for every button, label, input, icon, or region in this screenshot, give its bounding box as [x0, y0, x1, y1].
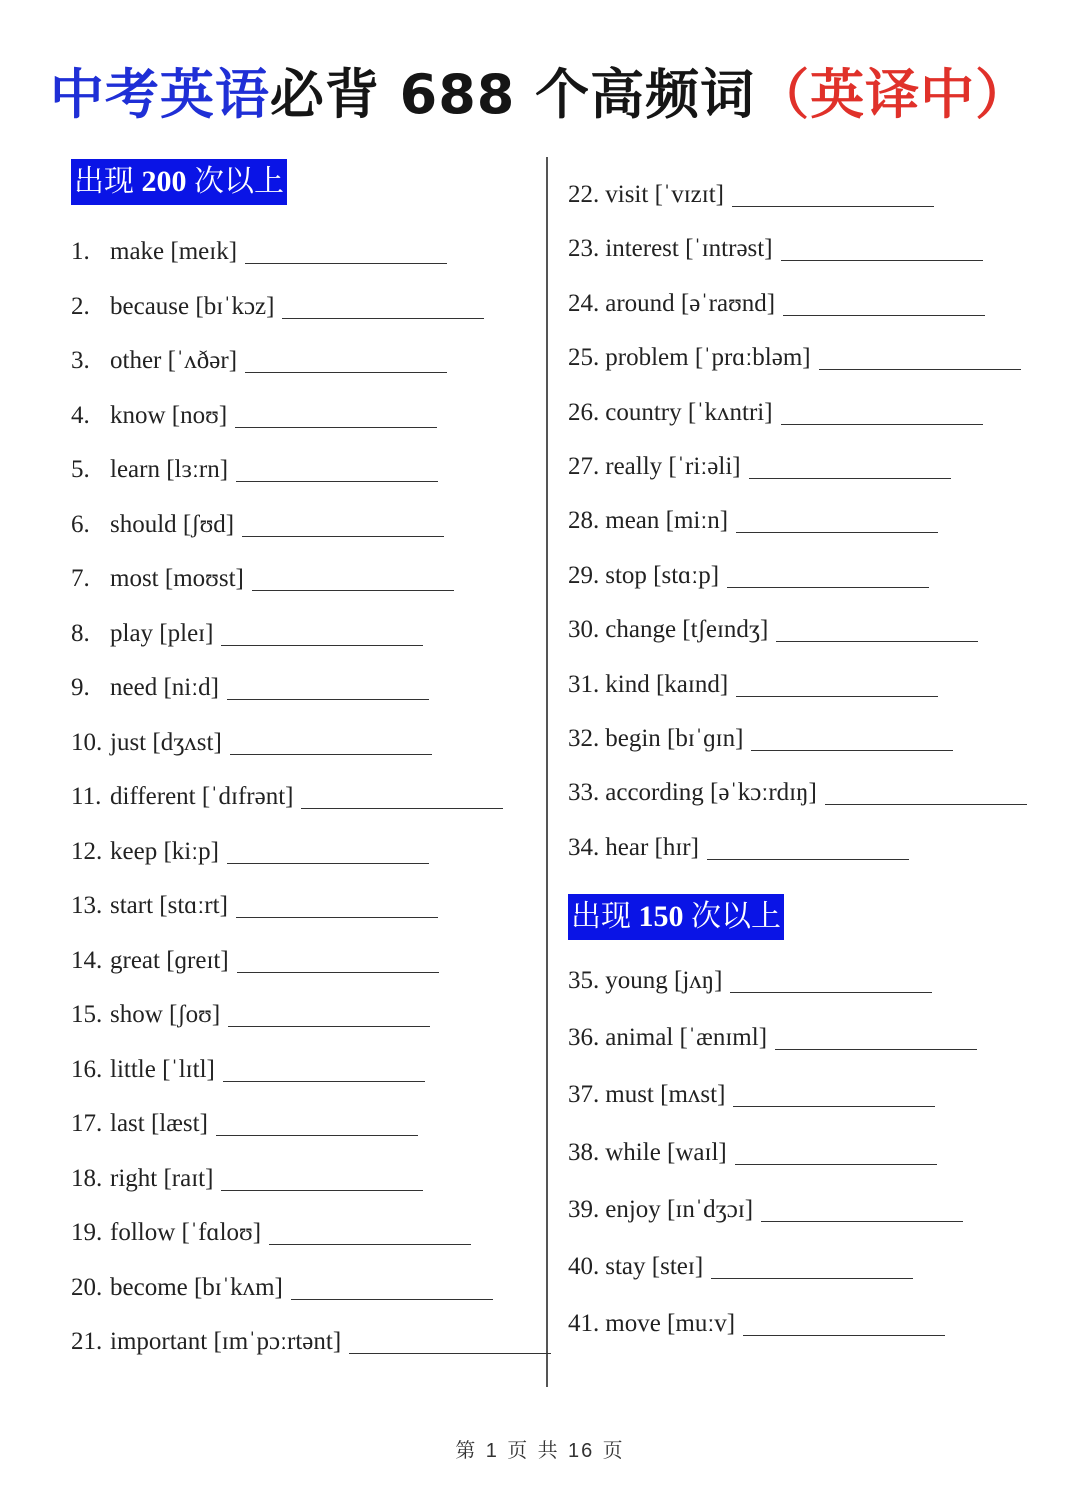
answer-blank-line[interactable]: [235, 426, 437, 428]
list-item: [568, 506, 938, 536]
item-number: 5.: [71, 456, 90, 483]
list-item: [568, 833, 909, 863]
list-item: [71, 946, 439, 976]
word-with-phonetic: animal [ˈænɪml]: [605, 1024, 768, 1052]
answer-blank-line[interactable]: [245, 371, 447, 373]
item-number: 37.: [568, 1081, 600, 1109]
word-with-phonetic: should [ʃʊd]: [110, 510, 235, 538]
answer-blank-line[interactable]: [733, 1105, 935, 1107]
word-with-phonetic: mean [miːn]: [605, 507, 729, 535]
answer-blank-line[interactable]: [216, 1134, 418, 1136]
answer-blank-line[interactable]: [291, 1298, 493, 1300]
list-item: [568, 670, 938, 700]
answer-blank-line[interactable]: [743, 1334, 945, 1336]
word-with-phonetic: become [bɪˈkʌm]: [110, 1273, 283, 1301]
page-footer: 第 1 页 共 16 页: [455, 1438, 625, 1462]
word-with-phonetic: most [moʊst]: [110, 565, 244, 592]
word-with-phonetic: must [mʌst]: [605, 1081, 726, 1109]
word-with-phonetic: great [ɡreɪt]: [110, 946, 229, 974]
word-with-phonetic: country [ˈkʌntri]: [605, 398, 773, 426]
answer-blank-line[interactable]: [349, 1352, 551, 1354]
current-page-number: 1: [485, 1440, 499, 1462]
list-item: [568, 778, 1027, 808]
item-number: 7.: [71, 565, 90, 592]
word-with-phonetic: play [pleɪ]: [110, 619, 214, 647]
answer-blank-line[interactable]: [228, 1025, 430, 1027]
word-with-phonetic: need [niːd]: [110, 674, 219, 701]
list-item: [71, 401, 437, 431]
answer-blank-line[interactable]: [749, 477, 951, 479]
item-number: 3.: [71, 347, 90, 374]
answer-blank-line[interactable]: [245, 262, 447, 264]
word-with-phonetic: other [ˈʌðər]: [110, 347, 238, 374]
word-with-phonetic: just [dʒʌst]: [110, 728, 222, 756]
answer-blank-line[interactable]: [761, 1220, 963, 1222]
item-number: 10.: [71, 728, 103, 756]
word-with-phonetic: important [ɪmˈpɔːrtənt]: [110, 1328, 342, 1355]
word-with-phonetic: stop [stɑːp]: [605, 561, 720, 589]
item-number: 39.: [568, 1195, 600, 1223]
list-item: [568, 180, 934, 210]
word-with-phonetic: hear [hɪr]: [605, 833, 699, 861]
answer-blank-line[interactable]: [707, 858, 909, 860]
word-with-phonetic: move [muːv]: [605, 1310, 736, 1338]
list-item: [71, 564, 454, 594]
answer-blank-line[interactable]: [227, 862, 429, 864]
answer-blank-line[interactable]: [237, 971, 439, 973]
answer-blank-line[interactable]: [269, 1243, 471, 1245]
item-number: 38.: [568, 1138, 600, 1166]
answer-blank-line[interactable]: [711, 1277, 913, 1279]
answer-blank-line[interactable]: [301, 807, 503, 809]
list-item: [71, 455, 438, 485]
word-with-phonetic: while [waɪl]: [605, 1138, 727, 1166]
item-number: 2.: [71, 292, 90, 320]
list-item: [71, 1273, 493, 1303]
list-item: [568, 615, 978, 645]
answer-blank-line[interactable]: [242, 535, 444, 537]
list-item: [568, 724, 953, 754]
answer-blank-line[interactable]: [825, 803, 1027, 805]
list-item: [71, 619, 423, 649]
title-part-main: 必背 688 个高频词: [269, 63, 756, 126]
word-with-phonetic: enjoy [ɪnˈdʒɔɪ]: [605, 1195, 754, 1223]
item-number: 16.: [71, 1055, 103, 1083]
list-item: [71, 346, 447, 376]
answer-blank-line[interactable]: [735, 1163, 937, 1165]
item-number: 29.: [568, 561, 600, 589]
list-item: [568, 234, 983, 264]
list-item: [71, 891, 438, 921]
answer-blank-line[interactable]: [727, 586, 929, 588]
item-number: 28.: [568, 507, 600, 535]
list-item: [568, 1309, 945, 1339]
answer-blank-line[interactable]: [730, 991, 932, 993]
answer-blank-line[interactable]: [230, 753, 432, 755]
word-with-phonetic: around [əˈraʊnd]: [605, 289, 776, 317]
word-with-phonetic: little [ˈlɪtl]: [110, 1055, 215, 1083]
answer-blank-line[interactable]: [221, 1189, 423, 1191]
list-item: [568, 561, 929, 591]
item-number: 31.: [568, 670, 600, 698]
title-part-mode: （英译中）: [755, 63, 1031, 126]
answer-blank-line[interactable]: [252, 589, 454, 591]
word-with-phonetic: start [stɑːrt]: [110, 892, 228, 919]
list-item: [71, 1218, 471, 1248]
item-number: 41.: [568, 1310, 600, 1338]
answer-blank-line[interactable]: [236, 916, 438, 918]
list-item: [568, 343, 1021, 373]
item-number: 13.: [71, 892, 103, 919]
item-number: 18.: [71, 1164, 103, 1192]
word-with-phonetic: because [bɪˈkɔz]: [110, 292, 275, 320]
item-number: 25.: [568, 344, 600, 372]
word-with-phonetic: according [əˈkɔːrdɪŋ]: [605, 779, 817, 807]
item-number: 15.: [71, 1001, 103, 1028]
word-with-phonetic: follow [ˈfɑloʊ]: [110, 1219, 262, 1246]
list-item: [71, 673, 429, 703]
item-number: 8.: [71, 619, 90, 647]
item-number: 26.: [568, 398, 600, 426]
list-item: [71, 782, 503, 812]
word-with-phonetic: begin [bɪˈɡɪn]: [605, 725, 744, 752]
item-number: 23.: [568, 235, 600, 263]
list-item: [71, 292, 484, 322]
word-with-phonetic: last [læst]: [110, 1110, 208, 1137]
answer-blank-line[interactable]: [282, 317, 484, 319]
list-item: [71, 1055, 425, 1085]
list-item: [568, 289, 985, 319]
word-with-phonetic: keep [kiːp]: [110, 837, 219, 865]
item-number: 40.: [568, 1253, 600, 1280]
list-item: [568, 1080, 935, 1110]
list-item: [71, 237, 447, 267]
answer-blank-line[interactable]: [223, 1080, 425, 1082]
word-with-phonetic: interest [ˈɪntrəst]: [605, 235, 773, 263]
item-number: 24.: [568, 289, 600, 317]
item-number: 4.: [71, 401, 90, 429]
list-item: [568, 1023, 977, 1053]
answer-blank-line[interactable]: [781, 423, 983, 425]
list-item: [71, 1109, 418, 1139]
section-header-150: 出现 150 次以上: [568, 894, 784, 940]
item-number: 27.: [568, 453, 600, 480]
item-number: 32.: [568, 725, 600, 752]
word-with-phonetic: young [jʌŋ]: [605, 967, 723, 994]
item-number: 1.: [71, 238, 90, 265]
word-with-phonetic: show [ʃoʊ]: [110, 1001, 221, 1028]
answer-blank-line[interactable]: [819, 368, 1021, 370]
item-number: 33.: [568, 779, 600, 807]
item-number: 11.: [71, 783, 102, 810]
word-with-phonetic: learn [lɜːrn]: [110, 456, 229, 483]
answer-blank-line[interactable]: [776, 640, 978, 642]
item-number: 34.: [568, 833, 600, 861]
word-with-phonetic: know [noʊ]: [110, 401, 228, 429]
item-number: 22.: [568, 181, 600, 208]
list-item: [568, 1138, 937, 1168]
item-number: 20.: [71, 1273, 103, 1301]
answer-blank-line[interactable]: [236, 480, 438, 482]
word-with-phonetic: different [ˈdɪfrənt]: [110, 783, 294, 810]
page-title: [0, 52, 1080, 129]
item-number: 14.: [71, 946, 103, 974]
item-number: 36.: [568, 1024, 600, 1052]
item-number: 21.: [71, 1328, 103, 1355]
word-with-phonetic: problem [ˈprɑːbləm]: [605, 344, 811, 372]
item-number: 9.: [71, 674, 90, 701]
answer-blank-line[interactable]: [775, 1048, 977, 1050]
word-with-phonetic: make [meɪk]: [110, 238, 238, 265]
column-divider: [546, 157, 548, 1387]
item-number: 19.: [71, 1219, 103, 1246]
item-number: 17.: [71, 1110, 103, 1137]
section-header-200: 出现 200 次以上: [71, 159, 287, 205]
list-item: [568, 966, 932, 996]
list-item: [568, 1195, 963, 1225]
title-part-exam: 中考英语: [49, 63, 270, 126]
list-item: [71, 728, 432, 758]
answer-blank-line[interactable]: [227, 698, 429, 700]
word-with-phonetic: visit [ˈvɪzɪt]: [605, 181, 724, 208]
word-with-phonetic: change [tʃeɪndʒ]: [605, 616, 769, 644]
list-item: [568, 1252, 913, 1282]
list-item: [568, 452, 951, 482]
answer-blank-line[interactable]: [736, 695, 938, 697]
list-item: [568, 398, 983, 428]
list-item: [71, 837, 429, 867]
word-with-phonetic: stay [steɪ]: [605, 1253, 704, 1280]
item-number: 12.: [71, 837, 103, 865]
list-item: [71, 1164, 423, 1194]
word-with-phonetic: really [ˈriːəli]: [605, 453, 741, 480]
item-number: 6.: [71, 510, 90, 538]
answer-blank-line[interactable]: [781, 259, 983, 261]
item-number: 30.: [568, 616, 600, 644]
answer-blank-line[interactable]: [736, 531, 938, 533]
word-with-phonetic: kind [kaɪnd]: [605, 670, 729, 698]
answer-blank-line[interactable]: [751, 749, 953, 751]
answer-blank-line[interactable]: [783, 314, 985, 316]
item-number: 35.: [568, 967, 600, 994]
list-item: [71, 1327, 551, 1357]
list-item: [71, 1000, 430, 1030]
word-with-phonetic: right [raɪt]: [110, 1164, 214, 1192]
list-item: [71, 510, 444, 540]
total-page-count: 16: [567, 1440, 595, 1462]
answer-blank-line[interactable]: [732, 205, 934, 207]
answer-blank-line[interactable]: [221, 644, 423, 646]
